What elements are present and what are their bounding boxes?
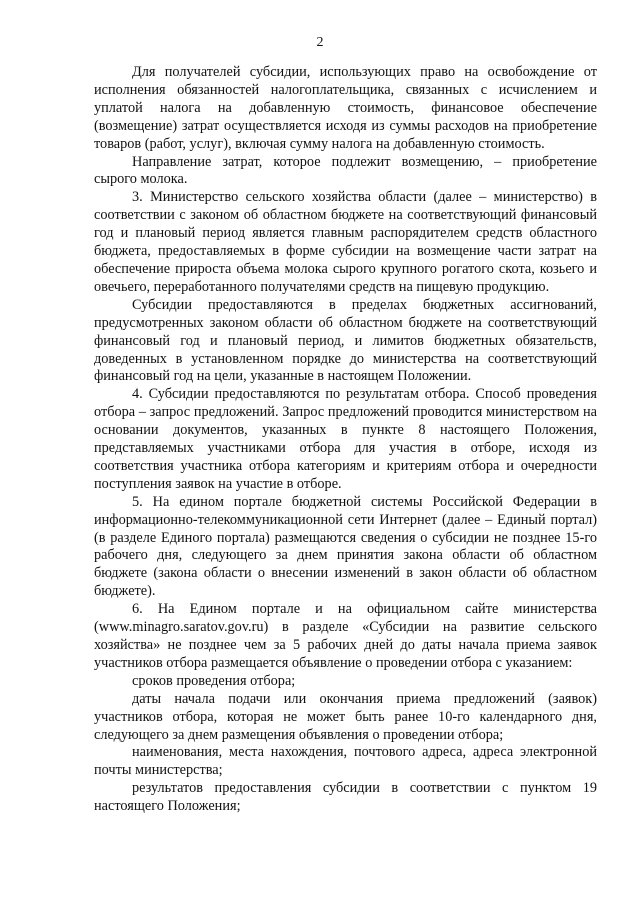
list-item-selection-dates: сроков проведения отбора; (132, 672, 296, 689)
document-body (94, 64, 597, 816)
list-item-application-dates: даты начала подачи или окончания приема предложений (заявок) участников отбора, которая не может быть ранее 10-го календарного дня, следующего за днем размещения объявления о проведении отбора; (94, 690, 597, 743)
list-item-subsidy-results: результатов предоставления субсидии в соответствии с пунктом 19 настоящего Положения; (94, 780, 597, 815)
page-number: 2 (316, 35, 324, 50)
paragraph-clause-3: 3. Министерство сельского хозяйства области (далее – министерство) в соответствии с законом об областном бюджете на соответствующий финансовый год и плановый период является главным распорядителем средств областного бюджета, предоставляемых в форме субсидии на возмещение части затрат на обеспечение прироста объема молока сырого крупного рогатого скота, козьего и овечьего, переработанного получателями средств на пищевую продукцию. (94, 189, 597, 295)
paragraph-vat-exemption: Для получателей субсидии, использующих право на освобождение от исполнения обязанностей налогоплательщика, связанных с исчислением и уплатой налога на добавленную стоимость, финансовое обеспечение (возмещение) затрат осуществляется исходя из суммы расходов на приобретение товаров (работ, услуг), включая сумму налога на добавленную стоимость. (94, 64, 597, 152)
paragraph-clause-5: 5. На едином портале бюджетной системы Российской Федерации в информационно-телекоммуникационной сети Интернет (далее – Единый портал) (в разделе Единого портала) размещаются сведения о субсидии не позднее 15-го рабочего дня, следующего за днем принятия закона области об областном бюджете (закона области о внесении изменений в закон области об областном бюджете). (94, 493, 597, 600)
paragraph-cost-direction: Направление затрат, которое подлежит возмещению, – приобретение сырого молока. (94, 153, 597, 188)
paragraph-clause-4: 4. Субсидии предоставляются по результатам отбора. Способ проведения отбора – запрос предложений. Запрос предложений проводится министерством на основании документов, указанных в пункте 8 настоящего Положения, представляемых участниками отбора для участия в отборе, исходя из соответствия участника отбора категориям и критериям отбора и очередности поступления заявок на участие в отборе. (94, 386, 597, 492)
paragraph-budget-limits: Субсидии предоставляются в пределах бюджетных ассигнований, предусмотренных законом области об областном бюджете на соответствующий финансовый год и плановый период, и лимитов бюджетных обязательств, доведенных в установленном порядке до министерства на соответствующий финансовый год на цели, указанные в настоящем Положении. (94, 296, 597, 385)
list-item-ministry-contacts: наименования, места нахождения, почтового адреса, адреса электронной почты министерства; (94, 744, 597, 779)
paragraph-clause-6: 6. На Едином портале и на официальном сайте министерства (www.minagro.saratov.gov.ru) в разделе «Субсидии на развитие сельского хозяйства» не позднее чем за 5 рабочих дней до даты начала приема заявок участников отбора размещается объявление о проведении отбора с указанием: (94, 601, 597, 671)
